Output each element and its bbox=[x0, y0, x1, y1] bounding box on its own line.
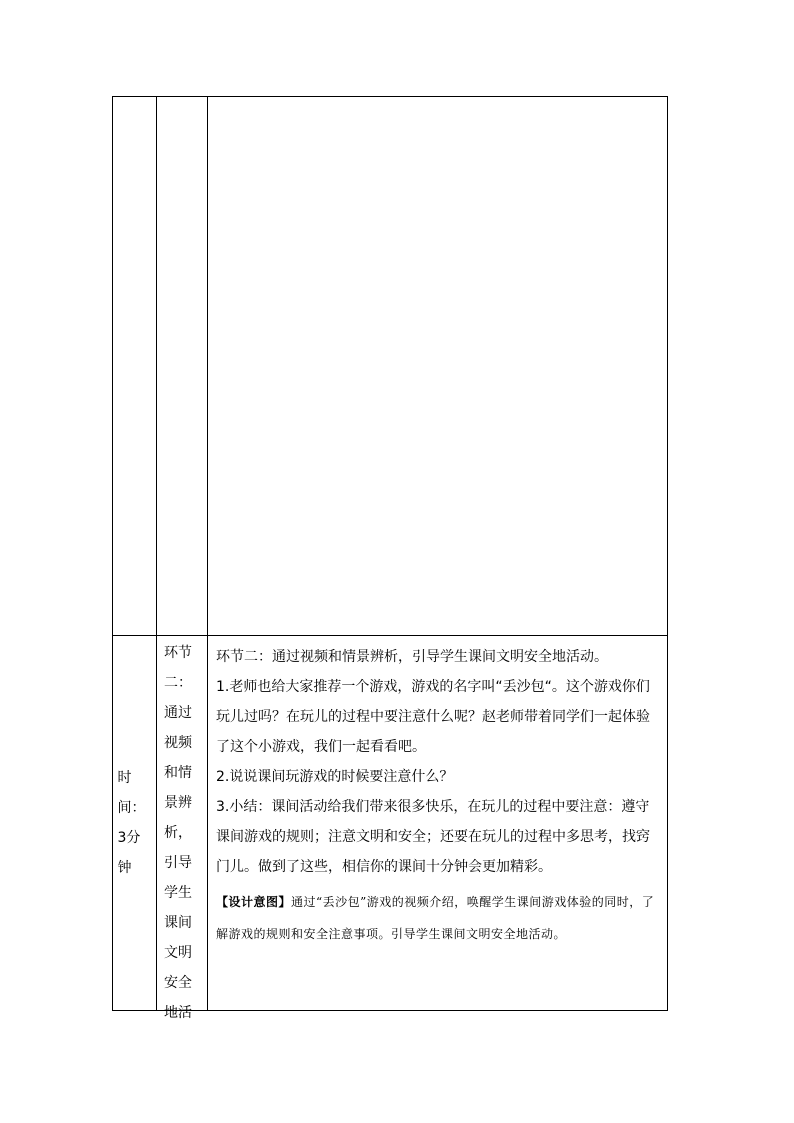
design-intent-label: 【设计意图】 bbox=[216, 895, 292, 909]
lesson-plan-table bbox=[112, 96, 668, 1021]
content-paragraph-2: 2.说说课间玩游戏的时候要注意什么？ bbox=[216, 769, 454, 785]
stage-text: 环节二：通过视频和情景辨析，引导学生课间文明安全地活 bbox=[164, 645, 192, 1021]
empty-content-cell bbox=[208, 97, 668, 636]
content-paragraph-3: 3.小结：课间活动给我们带来很多快乐，在玩儿的过程中要注意：遵守课间游戏的规则；注意文明和安全；还要在玩儿的过程中多思考，找窍门儿。做到了这些，相信你的课间十分钟会更加精彩。 bbox=[216, 799, 650, 875]
content-block bbox=[208, 636, 667, 950]
time-cell bbox=[113, 636, 157, 1011]
table-row bbox=[113, 97, 668, 636]
stage-cell bbox=[157, 636, 208, 1021]
empty-stage-cell bbox=[157, 97, 208, 636]
empty-time-cell bbox=[113, 97, 157, 636]
design-intent bbox=[216, 886, 659, 950]
time-text: 时间：3分钟 bbox=[117, 770, 146, 876]
content-cell bbox=[208, 636, 668, 1011]
content-heading: 环节二：通过视频和情景辨析，引导学生课间文明安全地活动。 bbox=[216, 649, 608, 665]
design-intent-text: 通过“丢沙包”游戏的视频介绍，唤醒学生课间游戏体验的同时，了解游戏的规则和安全注意事项。引导学生课间文明安全地活动。 bbox=[216, 895, 655, 941]
content-paragraph-1: 1.老师也给大家推荐一个游戏，游戏的名字叫“丢沙包“。这个游戏你们玩儿过吗？在玩儿的过程中要注意什么呢？赵老师带着同学们一起体验了这个小游戏，我们一起看看吧。 bbox=[216, 679, 650, 755]
table-row bbox=[113, 636, 668, 1011]
